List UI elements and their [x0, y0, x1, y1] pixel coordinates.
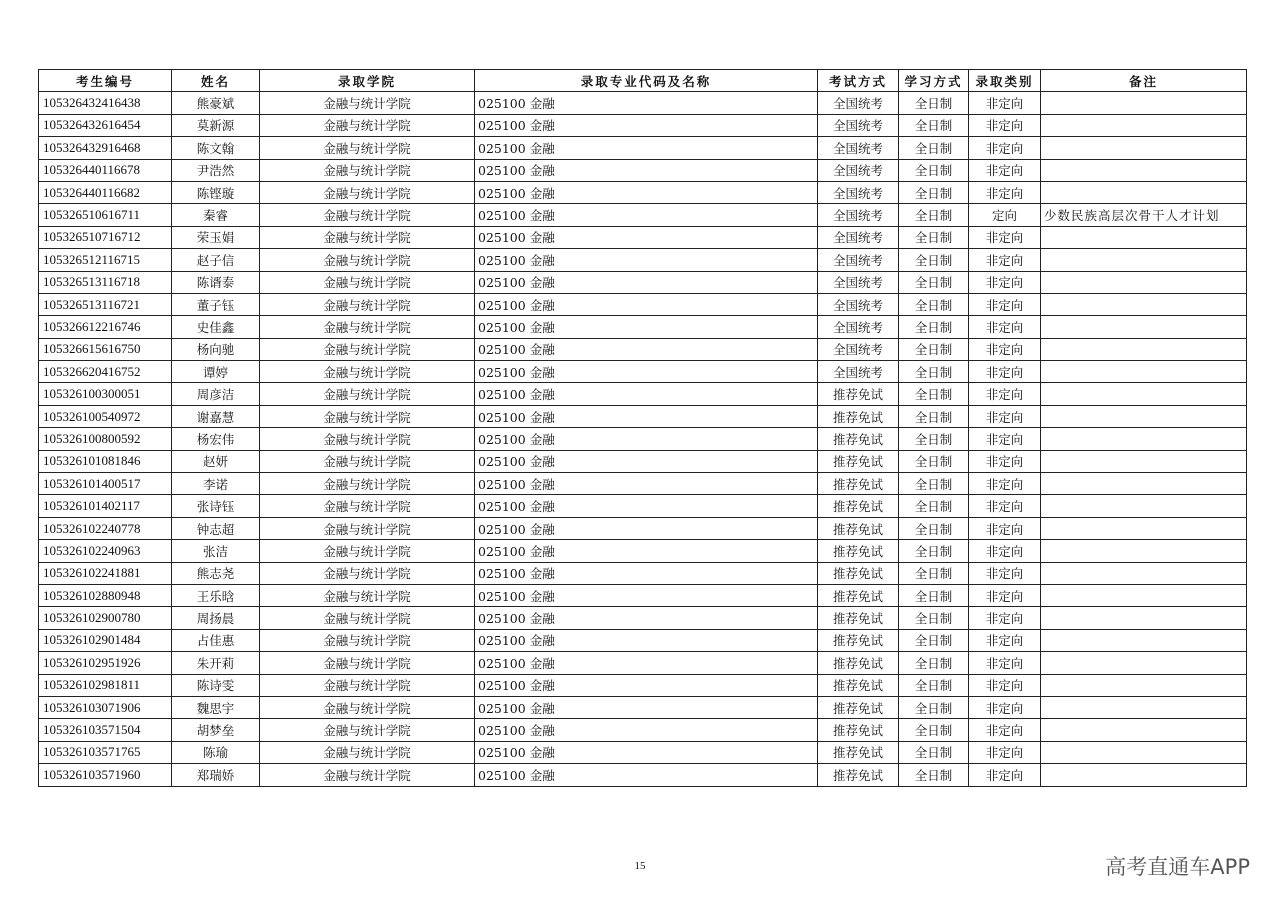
cell-remarks	[1041, 696, 1247, 718]
cell-candidate-id: 105326103571504	[39, 719, 172, 741]
cell-candidate-id: 105326102240963	[39, 540, 172, 562]
cell-name: 莫新源	[172, 114, 260, 136]
cell-major: 025100 金融	[475, 629, 818, 651]
cell-study-mode: 全日制	[899, 719, 969, 741]
cell-remarks	[1041, 383, 1247, 405]
cell-candidate-id: 105326101081846	[39, 450, 172, 472]
cell-admission-category: 非定向	[969, 271, 1041, 293]
cell-college: 金融与统计学院	[260, 428, 475, 450]
table-row	[39, 428, 1247, 450]
cell-admission-category: 非定向	[969, 652, 1041, 674]
cell-study-mode: 全日制	[899, 562, 969, 584]
cell-study-mode: 全日制	[899, 607, 969, 629]
cell-name: 陈文翰	[172, 137, 260, 159]
cell-exam-type: 全国统考	[818, 361, 899, 383]
table-row	[39, 629, 1247, 651]
cell-admission-category: 非定向	[969, 114, 1041, 136]
cell-remarks: 少数民族高层次骨干人才计划	[1041, 204, 1247, 226]
table-row	[39, 293, 1247, 315]
cell-admission-category: 非定向	[969, 159, 1041, 181]
cell-name: 朱开莉	[172, 652, 260, 674]
cell-study-mode: 全日制	[899, 181, 969, 203]
cell-study-mode: 全日制	[899, 473, 969, 495]
cell-study-mode: 全日制	[899, 226, 969, 248]
cell-candidate-id: 105326103571960	[39, 764, 172, 786]
cell-remarks	[1041, 450, 1247, 472]
cell-study-mode: 全日制	[899, 428, 969, 450]
cell-remarks	[1041, 741, 1247, 763]
cell-major: 025100 金融	[475, 719, 818, 741]
cell-major: 025100 金融	[475, 338, 818, 360]
table-row	[39, 204, 1247, 226]
cell-study-mode: 全日制	[899, 764, 969, 786]
cell-name: 史佳鑫	[172, 316, 260, 338]
cell-admission-category: 非定向	[969, 383, 1041, 405]
cell-name: 王乐晗	[172, 584, 260, 606]
table-body	[39, 92, 1247, 786]
table-row	[39, 338, 1247, 360]
cell-remarks	[1041, 181, 1247, 203]
cell-college: 金融与统计学院	[260, 159, 475, 181]
table-row	[39, 383, 1247, 405]
cell-admission-category: 非定向	[969, 540, 1041, 562]
cell-exam-type: 推荐免试	[818, 405, 899, 427]
cell-study-mode: 全日制	[899, 293, 969, 315]
cell-remarks	[1041, 629, 1247, 651]
cell-exam-type: 推荐免试	[818, 652, 899, 674]
cell-college: 金融与统计学院	[260, 584, 475, 606]
cell-study-mode: 全日制	[899, 652, 969, 674]
header-college: 录取学院	[260, 70, 475, 92]
cell-exam-type: 推荐免试	[818, 450, 899, 472]
cell-candidate-id: 105326100300051	[39, 383, 172, 405]
cell-admission-category: 非定向	[969, 361, 1041, 383]
table-row	[39, 316, 1247, 338]
cell-remarks	[1041, 540, 1247, 562]
cell-remarks	[1041, 114, 1247, 136]
cell-major: 025100 金融	[475, 316, 818, 338]
cell-college: 金融与统计学院	[260, 271, 475, 293]
cell-major: 025100 金融	[475, 450, 818, 472]
cell-name: 赵子信	[172, 249, 260, 271]
cell-admission-category: 非定向	[969, 181, 1041, 203]
table-row	[39, 249, 1247, 271]
cell-major: 025100 金融	[475, 114, 818, 136]
cell-study-mode: 全日制	[899, 204, 969, 226]
cell-study-mode: 全日制	[899, 159, 969, 181]
cell-name: 尹浩然	[172, 159, 260, 181]
cell-name: 董子钰	[172, 293, 260, 315]
table-row	[39, 584, 1247, 606]
cell-name: 谢嘉慧	[172, 405, 260, 427]
cell-exam-type: 全国统考	[818, 271, 899, 293]
table-row	[39, 696, 1247, 718]
cell-name: 周彦洁	[172, 383, 260, 405]
cell-study-mode: 全日制	[899, 495, 969, 517]
cell-exam-type: 全国统考	[818, 92, 899, 114]
cell-remarks	[1041, 293, 1247, 315]
cell-admission-category: 非定向	[969, 629, 1041, 651]
cell-study-mode: 全日制	[899, 450, 969, 472]
cell-college: 金融与统计学院	[260, 517, 475, 539]
cell-college: 金融与统计学院	[260, 181, 475, 203]
cell-exam-type: 推荐免试	[818, 428, 899, 450]
cell-exam-type: 推荐免试	[818, 495, 899, 517]
cell-name: 钟志超	[172, 517, 260, 539]
cell-candidate-id: 105326513116721	[39, 293, 172, 315]
cell-candidate-id: 105326612216746	[39, 316, 172, 338]
cell-exam-type: 全国统考	[818, 159, 899, 181]
cell-remarks	[1041, 249, 1247, 271]
cell-candidate-id: 105326615616750	[39, 338, 172, 360]
cell-admission-category: 非定向	[969, 473, 1041, 495]
cell-name: 荣玉娟	[172, 226, 260, 248]
cell-name: 胡梦垒	[172, 719, 260, 741]
cell-name: 谭婷	[172, 361, 260, 383]
cell-admission-category: 非定向	[969, 92, 1041, 114]
cell-major: 025100 金融	[475, 181, 818, 203]
cell-major: 025100 金融	[475, 540, 818, 562]
cell-college: 金融与统计学院	[260, 696, 475, 718]
cell-study-mode: 全日制	[899, 584, 969, 606]
cell-major: 025100 金融	[475, 607, 818, 629]
cell-study-mode: 全日制	[899, 361, 969, 383]
cell-candidate-id: 105326103071906	[39, 696, 172, 718]
cell-remarks	[1041, 316, 1247, 338]
cell-admission-category: 非定向	[969, 450, 1041, 472]
cell-name: 郑瑞娇	[172, 764, 260, 786]
cell-college: 金融与统计学院	[260, 674, 475, 696]
cell-college: 金融与统计学院	[260, 652, 475, 674]
cell-major: 025100 金融	[475, 405, 818, 427]
cell-exam-type: 全国统考	[818, 204, 899, 226]
cell-name: 张洁	[172, 540, 260, 562]
cell-study-mode: 全日制	[899, 517, 969, 539]
cell-name: 陈瑜	[172, 741, 260, 763]
cell-college: 金融与统计学院	[260, 741, 475, 763]
cell-study-mode: 全日制	[899, 741, 969, 763]
cell-remarks	[1041, 517, 1247, 539]
table-row	[39, 361, 1247, 383]
cell-candidate-id: 105326101402117	[39, 495, 172, 517]
cell-admission-category: 非定向	[969, 338, 1041, 360]
cell-candidate-id: 105326432916468	[39, 137, 172, 159]
table-row	[39, 473, 1247, 495]
cell-candidate-id: 105326513116718	[39, 271, 172, 293]
header-candidate-id: 考生编号	[39, 70, 172, 92]
cell-college: 金融与统计学院	[260, 540, 475, 562]
header-name: 姓名	[172, 70, 260, 92]
cell-remarks	[1041, 764, 1247, 786]
cell-name: 熊志尧	[172, 562, 260, 584]
cell-major: 025100 金融	[475, 137, 818, 159]
cell-exam-type: 全国统考	[818, 114, 899, 136]
cell-remarks	[1041, 562, 1247, 584]
cell-college: 金融与统计学院	[260, 405, 475, 427]
cell-major: 025100 金融	[475, 271, 818, 293]
cell-admission-category: 非定向	[969, 495, 1041, 517]
cell-college: 金融与统计学院	[260, 338, 475, 360]
cell-major: 025100 金融	[475, 249, 818, 271]
cell-exam-type: 全国统考	[818, 249, 899, 271]
header-admission-category: 录取类别	[969, 70, 1041, 92]
table-header-row	[39, 70, 1247, 92]
cell-major: 025100 金融	[475, 293, 818, 315]
cell-candidate-id: 105326620416752	[39, 361, 172, 383]
cell-college: 金融与统计学院	[260, 607, 475, 629]
cell-major: 025100 金融	[475, 652, 818, 674]
cell-exam-type: 推荐免试	[818, 540, 899, 562]
cell-exam-type: 推荐免试	[818, 719, 899, 741]
cell-admission-category: 非定向	[969, 674, 1041, 696]
cell-exam-type: 推荐免试	[818, 584, 899, 606]
cell-college: 金融与统计学院	[260, 450, 475, 472]
table-row	[39, 607, 1247, 629]
cell-exam-type: 推荐免试	[818, 517, 899, 539]
cell-remarks	[1041, 584, 1247, 606]
header-study-mode: 学习方式	[899, 70, 969, 92]
cell-remarks	[1041, 719, 1247, 741]
cell-exam-type: 推荐免试	[818, 383, 899, 405]
cell-remarks	[1041, 607, 1247, 629]
header-exam-type: 考试方式	[818, 70, 899, 92]
cell-major: 025100 金融	[475, 92, 818, 114]
cell-exam-type: 推荐免试	[818, 607, 899, 629]
table-row	[39, 540, 1247, 562]
cell-name: 魏思宇	[172, 696, 260, 718]
cell-candidate-id: 105326512116715	[39, 249, 172, 271]
cell-major: 025100 金融	[475, 428, 818, 450]
cell-candidate-id: 105326102880948	[39, 584, 172, 606]
cell-remarks	[1041, 271, 1247, 293]
cell-exam-type: 全国统考	[818, 226, 899, 248]
cell-name: 陈诗雯	[172, 674, 260, 696]
admission-table	[38, 69, 1247, 787]
cell-major: 025100 金融	[475, 674, 818, 696]
cell-exam-type: 推荐免试	[818, 674, 899, 696]
cell-college: 金融与统计学院	[260, 204, 475, 226]
cell-candidate-id: 105326101400517	[39, 473, 172, 495]
cell-admission-category: 非定向	[969, 607, 1041, 629]
cell-major: 025100 金融	[475, 764, 818, 786]
cell-name: 占佳惠	[172, 629, 260, 651]
cell-candidate-id: 105326432616454	[39, 114, 172, 136]
cell-exam-type: 全国统考	[818, 293, 899, 315]
cell-remarks	[1041, 405, 1247, 427]
cell-candidate-id: 105326432416438	[39, 92, 172, 114]
table-row	[39, 764, 1247, 786]
cell-exam-type: 推荐免试	[818, 629, 899, 651]
header-remarks: 备注	[1041, 70, 1247, 92]
cell-remarks	[1041, 226, 1247, 248]
cell-remarks	[1041, 473, 1247, 495]
cell-major: 025100 金融	[475, 495, 818, 517]
table-row	[39, 137, 1247, 159]
cell-study-mode: 全日制	[899, 674, 969, 696]
table-row	[39, 450, 1247, 472]
table-row	[39, 159, 1247, 181]
cell-study-mode: 全日制	[899, 92, 969, 114]
cell-admission-category: 非定向	[969, 719, 1041, 741]
cell-admission-category: 非定向	[969, 293, 1041, 315]
cell-study-mode: 全日制	[899, 338, 969, 360]
cell-admission-category: 非定向	[969, 428, 1041, 450]
page-number: 15	[634, 860, 646, 872]
cell-study-mode: 全日制	[899, 629, 969, 651]
cell-candidate-id: 105326102951926	[39, 652, 172, 674]
cell-exam-type: 推荐免试	[818, 696, 899, 718]
cell-major: 025100 金融	[475, 584, 818, 606]
table-row	[39, 741, 1247, 763]
cell-college: 金融与统计学院	[260, 293, 475, 315]
cell-admission-category: 非定向	[969, 405, 1041, 427]
table-row	[39, 405, 1247, 427]
cell-candidate-id: 105326102901484	[39, 629, 172, 651]
cell-admission-category: 非定向	[969, 584, 1041, 606]
cell-name: 陈铿璇	[172, 181, 260, 203]
cell-admission-category: 非定向	[969, 741, 1041, 763]
cell-college: 金融与统计学院	[260, 361, 475, 383]
cell-college: 金融与统计学院	[260, 473, 475, 495]
cell-exam-type: 全国统考	[818, 137, 899, 159]
cell-admission-category: 非定向	[969, 764, 1041, 786]
cell-college: 金融与统计学院	[260, 383, 475, 405]
table-row	[39, 114, 1247, 136]
table-row	[39, 674, 1247, 696]
table-row	[39, 562, 1247, 584]
cell-college: 金融与统计学院	[260, 92, 475, 114]
cell-major: 025100 金融	[475, 159, 818, 181]
table-row	[39, 495, 1247, 517]
cell-candidate-id: 105326510716712	[39, 226, 172, 248]
cell-name: 陈谞泰	[172, 271, 260, 293]
cell-exam-type: 推荐免试	[818, 562, 899, 584]
cell-study-mode: 全日制	[899, 271, 969, 293]
header-major: 录取专业代码及名称	[475, 70, 818, 92]
cell-candidate-id: 105326102981811	[39, 674, 172, 696]
cell-major: 025100 金融	[475, 741, 818, 763]
cell-admission-category: 非定向	[969, 562, 1041, 584]
cell-candidate-id: 105326102240778	[39, 517, 172, 539]
cell-college: 金融与统计学院	[260, 249, 475, 271]
watermark-text: 高考直通车APP	[1105, 855, 1250, 879]
cell-college: 金融与统计学院	[260, 226, 475, 248]
cell-remarks	[1041, 92, 1247, 114]
cell-major: 025100 金融	[475, 517, 818, 539]
cell-study-mode: 全日制	[899, 383, 969, 405]
table-row	[39, 271, 1247, 293]
cell-study-mode: 全日制	[899, 316, 969, 338]
table-row	[39, 226, 1247, 248]
cell-college: 金融与统计学院	[260, 719, 475, 741]
cell-candidate-id: 105326100800592	[39, 428, 172, 450]
cell-candidate-id: 105326440116678	[39, 159, 172, 181]
table-row	[39, 517, 1247, 539]
table-row	[39, 719, 1247, 741]
table-row	[39, 181, 1247, 203]
cell-candidate-id: 105326103571765	[39, 741, 172, 763]
cell-admission-category: 非定向	[969, 226, 1041, 248]
cell-candidate-id: 105326510616711	[39, 204, 172, 226]
cell-major: 025100 金融	[475, 204, 818, 226]
cell-exam-type: 推荐免试	[818, 473, 899, 495]
cell-college: 金融与统计学院	[260, 562, 475, 584]
cell-study-mode: 全日制	[899, 137, 969, 159]
cell-study-mode: 全日制	[899, 405, 969, 427]
cell-major: 025100 金融	[475, 562, 818, 584]
cell-exam-type: 推荐免试	[818, 741, 899, 763]
cell-name: 赵妍	[172, 450, 260, 472]
cell-major: 025100 金融	[475, 383, 818, 405]
cell-remarks	[1041, 495, 1247, 517]
cell-major: 025100 金融	[475, 226, 818, 248]
cell-college: 金融与统计学院	[260, 114, 475, 136]
cell-remarks	[1041, 137, 1247, 159]
cell-college: 金融与统计学院	[260, 764, 475, 786]
cell-exam-type: 全国统考	[818, 338, 899, 360]
cell-admission-category: 非定向	[969, 696, 1041, 718]
cell-exam-type: 全国统考	[818, 316, 899, 338]
cell-name: 周扬晨	[172, 607, 260, 629]
cell-remarks	[1041, 428, 1247, 450]
cell-candidate-id: 105326100540972	[39, 405, 172, 427]
cell-name: 杨宏伟	[172, 428, 260, 450]
cell-admission-category: 非定向	[969, 249, 1041, 271]
cell-remarks	[1041, 652, 1247, 674]
cell-college: 金融与统计学院	[260, 137, 475, 159]
cell-college: 金融与统计学院	[260, 629, 475, 651]
cell-exam-type: 推荐免试	[818, 764, 899, 786]
cell-admission-category: 定向	[969, 204, 1041, 226]
cell-name: 张诗钰	[172, 495, 260, 517]
cell-candidate-id: 105326102900780	[39, 607, 172, 629]
cell-study-mode: 全日制	[899, 696, 969, 718]
table-row	[39, 92, 1247, 114]
cell-admission-category: 非定向	[969, 316, 1041, 338]
cell-remarks	[1041, 361, 1247, 383]
cell-name: 杨向驰	[172, 338, 260, 360]
cell-candidate-id: 105326440116682	[39, 181, 172, 203]
cell-remarks	[1041, 338, 1247, 360]
cell-exam-type: 全国统考	[818, 181, 899, 203]
cell-candidate-id: 105326102241881	[39, 562, 172, 584]
cell-study-mode: 全日制	[899, 114, 969, 136]
cell-major: 025100 金融	[475, 361, 818, 383]
cell-name: 秦睿	[172, 204, 260, 226]
table-row	[39, 652, 1247, 674]
cell-major: 025100 金融	[475, 696, 818, 718]
cell-major: 025100 金融	[475, 473, 818, 495]
cell-college: 金融与统计学院	[260, 316, 475, 338]
cell-admission-category: 非定向	[969, 137, 1041, 159]
cell-college: 金融与统计学院	[260, 495, 475, 517]
cell-study-mode: 全日制	[899, 540, 969, 562]
cell-remarks	[1041, 674, 1247, 696]
cell-study-mode: 全日制	[899, 249, 969, 271]
cell-remarks	[1041, 159, 1247, 181]
cell-name: 李诺	[172, 473, 260, 495]
cell-name: 熊豪斌	[172, 92, 260, 114]
cell-admission-category: 非定向	[969, 517, 1041, 539]
